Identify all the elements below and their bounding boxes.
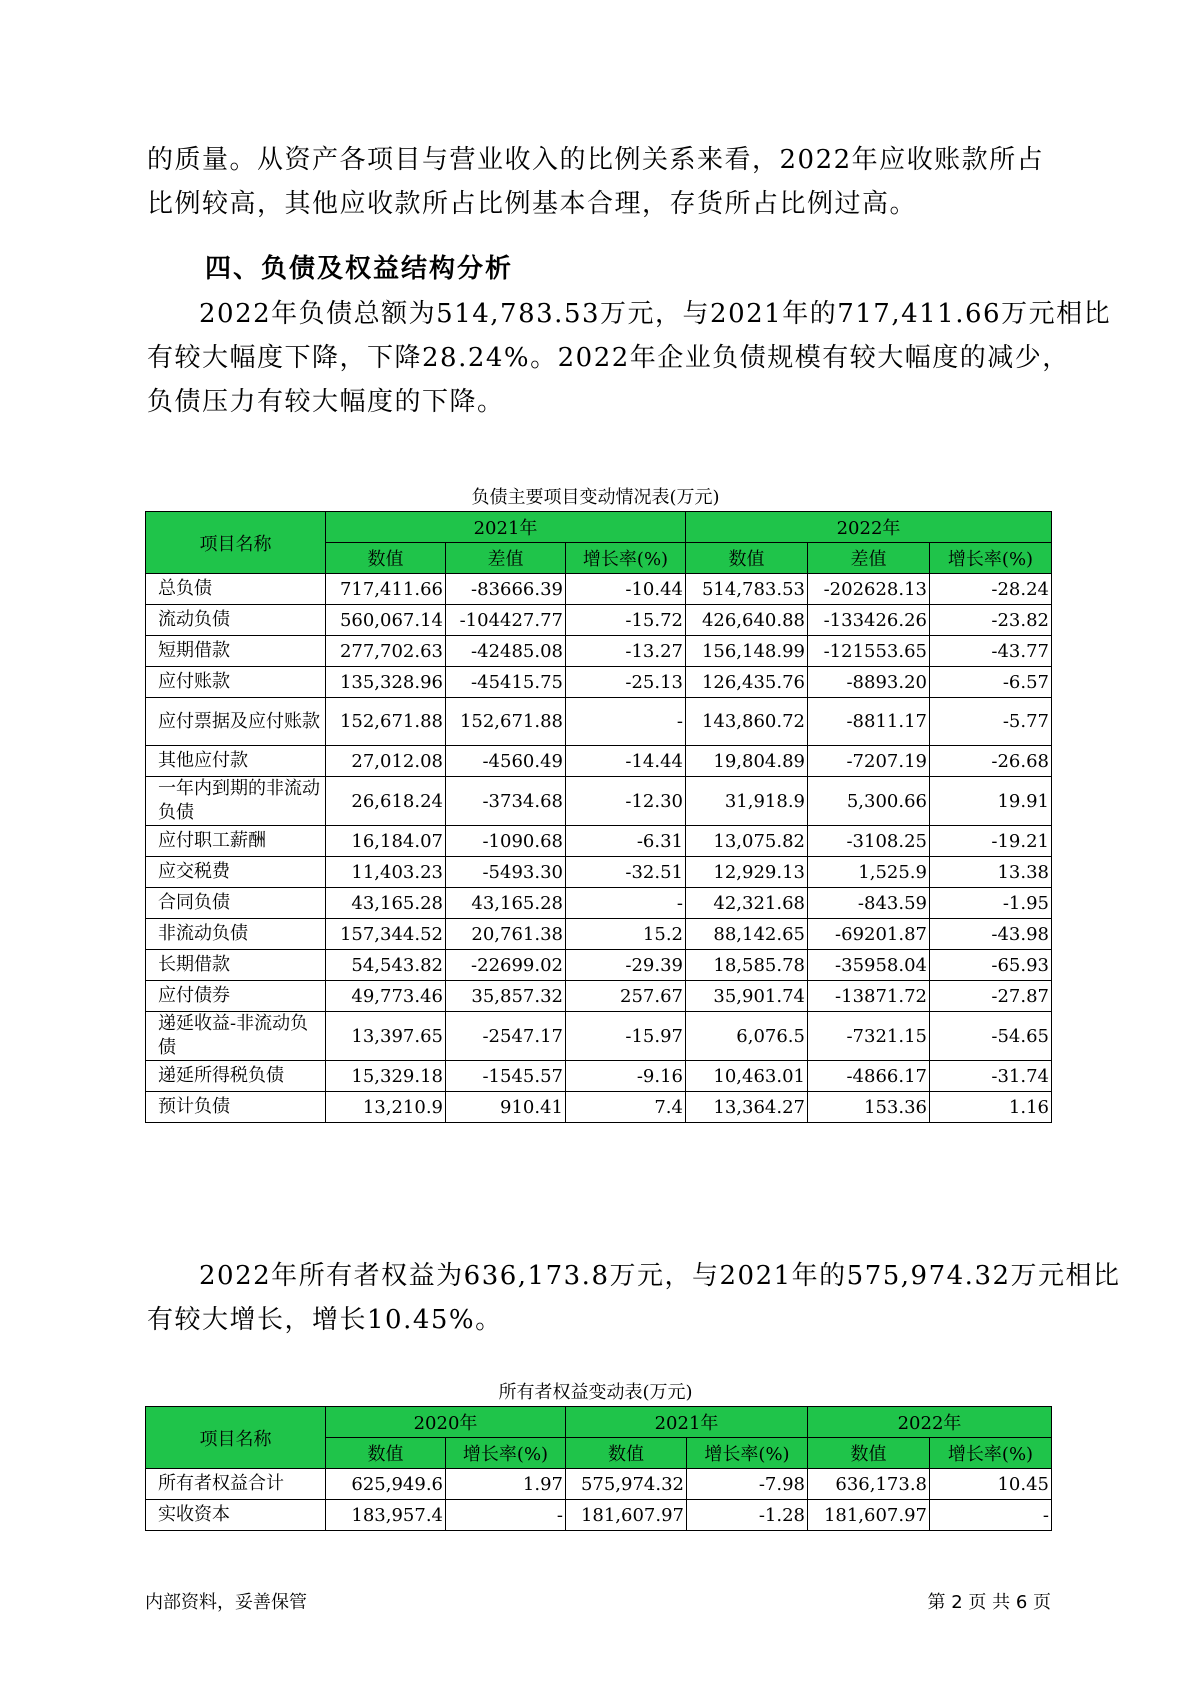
- debt-cell-v2022: 12,929.13: [686, 857, 808, 888]
- debt-cell-d2022: 5,300.66: [808, 777, 930, 826]
- debt-row-name: 应付账款: [146, 667, 326, 698]
- equity-sub-header-growth-2021: 增长率(%): [687, 1438, 808, 1469]
- debt-table-row: [146, 981, 1052, 1012]
- debt-cell-d2021: -3734.68: [446, 777, 566, 826]
- debt-cell-d2022: -3108.25: [808, 826, 930, 857]
- equity-cell-v2020: 183,957.4: [326, 1500, 446, 1531]
- debt-table-row: [146, 1061, 1052, 1092]
- debt-cell-g2022: -23.82: [930, 605, 1052, 636]
- debt-cell-v2021: 27,012.08: [326, 746, 446, 777]
- equity-cell-v2022: 181,607.97: [808, 1500, 930, 1531]
- debt-table-row: [146, 777, 1052, 826]
- debt-cell-d2022: 153.36: [808, 1092, 930, 1123]
- debt-year-header-2021: 2021年: [326, 512, 686, 543]
- debt-sub-header-value-2022: 数值: [686, 543, 808, 574]
- debt-cell-v2022: 19,804.89: [686, 746, 808, 777]
- debt-cell-g2021: -12.30: [566, 777, 686, 826]
- debt-cell-d2022: -7207.19: [808, 746, 930, 777]
- debt-sub-header-value-2021: 数值: [326, 543, 446, 574]
- equity-sub-header-growth-2020: 增长率(%): [446, 1438, 566, 1469]
- debt-cell-d2022: -202628.13: [808, 574, 930, 605]
- debt-cell-v2022: 13,075.82: [686, 826, 808, 857]
- debt-cell-v2021: 13,210.9: [326, 1092, 446, 1123]
- debt-row-name: 递延所得税负债: [146, 1061, 326, 1092]
- debt-cell-v2022: 126,435.76: [686, 667, 808, 698]
- debt-table-row: [146, 826, 1052, 857]
- debt-table-row: [146, 919, 1052, 950]
- debt-sub-header-growth-2022: 增长率(%): [930, 543, 1052, 574]
- debt-cell-d2022: -4866.17: [808, 1061, 930, 1092]
- debt-cell-d2021: -22699.02: [446, 950, 566, 981]
- debt-cell-g2022: -6.57: [930, 667, 1052, 698]
- debt-row-name: 总负债: [146, 574, 326, 605]
- equity-cell-g2022: 10.45: [930, 1469, 1052, 1500]
- debt-sub-header-diff-2022: 差值: [808, 543, 930, 574]
- equity-year-header-2020: 2020年: [326, 1407, 566, 1438]
- footer-confidential-note: 内部资料，妥善保管: [145, 1592, 307, 1613]
- debt-cell-v2021: 13,397.65: [326, 1012, 446, 1061]
- debt-cell-g2022: 13.38: [930, 857, 1052, 888]
- debt-cell-v2021: 15,329.18: [326, 1061, 446, 1092]
- debt-cell-g2021: -10.44: [566, 574, 686, 605]
- debt-cell-v2022: 35,901.74: [686, 981, 808, 1012]
- debt-row-name: 应付票据及应付账款: [146, 698, 326, 746]
- debt-cell-v2021: 152,671.88: [326, 698, 446, 746]
- debt-cell-v2022: 156,148.99: [686, 636, 808, 667]
- debt-cell-d2021: -83666.39: [446, 574, 566, 605]
- equity-item-header: 项目名称: [146, 1407, 326, 1469]
- debt-sub-header-growth-2021: 增长率(%): [566, 543, 686, 574]
- debt-table-row: [146, 698, 1052, 746]
- debt-table-caption: 负债主要项目变动情况表(万元): [471, 487, 720, 508]
- intro-paragraph: [147, 138, 1052, 226]
- equity-paragraph: [147, 1254, 1121, 1342]
- debt-cell-v2022: 42,321.68: [686, 888, 808, 919]
- debt-table-row: [146, 605, 1052, 636]
- equity-table-caption: 所有者权益变动表(万元): [498, 1382, 693, 1403]
- debt-table-row: [146, 667, 1052, 698]
- debt-cell-g2021: -: [566, 698, 686, 746]
- debt-cell-g2021: -15.72: [566, 605, 686, 636]
- debt-cell-d2022: -35958.04: [808, 950, 930, 981]
- debt-cell-d2022: 1,525.9: [808, 857, 930, 888]
- debt-cell-d2021: 43,165.28: [446, 888, 566, 919]
- debt-cell-g2021: -15.97: [566, 1012, 686, 1061]
- debt-cell-g2022: -31.74: [930, 1061, 1052, 1092]
- equity-cell-g2020: -: [446, 1500, 566, 1531]
- debt-cell-g2022: -19.21: [930, 826, 1052, 857]
- debt-cell-v2021: 11,403.23: [326, 857, 446, 888]
- debt-cell-d2021: -2547.17: [446, 1012, 566, 1061]
- debt-table: [145, 511, 1052, 1123]
- debt-cell-v2021: 43,165.28: [326, 888, 446, 919]
- debt-cell-g2021: -25.13: [566, 667, 686, 698]
- equity-sub-header-value-2020: 数值: [326, 1438, 446, 1469]
- debt-cell-g2021: -: [566, 888, 686, 919]
- debt-cell-v2022: 31,918.9: [686, 777, 808, 826]
- debt-line-1: 2022年负债总额为514,783.53万元，与2021年的717,411.66万元相比: [199, 299, 1112, 329]
- debt-row-name: 一年内到期的非流动负债: [146, 777, 326, 826]
- equity-cell-g2021: -7.98: [687, 1469, 808, 1500]
- debt-cell-v2021: 717,411.66: [326, 574, 446, 605]
- debt-table-row: [146, 950, 1052, 981]
- debt-cell-v2022: 10,463.01: [686, 1061, 808, 1092]
- debt-cell-v2021: 135,328.96: [326, 667, 446, 698]
- equity-sub-header-value-2022: 数值: [808, 1438, 930, 1469]
- debt-table-body: [146, 574, 1052, 1123]
- debt-row-name: 应交税费: [146, 857, 326, 888]
- debt-cell-v2022: 426,640.88: [686, 605, 808, 636]
- intro-line-1: 的质量。从资产各项目与营业收入的比例关系来看，2022年应收账款所占: [147, 145, 1045, 175]
- debt-cell-g2021: -29.39: [566, 950, 686, 981]
- debt-cell-v2021: 26,618.24: [326, 777, 446, 826]
- debt-cell-d2022: -8811.17: [808, 698, 930, 746]
- debt-cell-v2022: 18,585.78: [686, 950, 808, 981]
- debt-cell-d2021: 20,761.38: [446, 919, 566, 950]
- equity-cell-v2021: 575,974.32: [566, 1469, 687, 1500]
- equity-table-row: [146, 1500, 1052, 1531]
- equity-table-row: [146, 1469, 1052, 1500]
- equity-cell-v2022: 636,173.8: [808, 1469, 930, 1500]
- debt-cell-d2021: -42485.08: [446, 636, 566, 667]
- debt-row-name: 非流动负债: [146, 919, 326, 950]
- debt-cell-g2022: -26.68: [930, 746, 1052, 777]
- equity-cell-v2021: 181,607.97: [566, 1500, 687, 1531]
- debt-cell-d2021: 910.41: [446, 1092, 566, 1123]
- section-heading: 四、负债及权益结构分析: [205, 254, 514, 284]
- debt-cell-d2021: 35,857.32: [446, 981, 566, 1012]
- debt-table-row: [146, 746, 1052, 777]
- debt-paragraph: [147, 292, 1112, 424]
- equity-cell-g2020: 1.97: [446, 1469, 566, 1500]
- debt-cell-d2022: -13871.72: [808, 981, 930, 1012]
- equity-line-2: 有较大增长，增长10.45%。: [147, 1305, 503, 1335]
- debt-cell-d2021: -45415.75: [446, 667, 566, 698]
- debt-cell-d2022: -843.59: [808, 888, 930, 919]
- equity-table-body: [146, 1469, 1052, 1531]
- debt-table-row: [146, 857, 1052, 888]
- debt-table-row: [146, 1092, 1052, 1123]
- footer-page-info: 第 2 页 共 6 页: [927, 1592, 1051, 1613]
- equity-sub-header-growth-2022: 增长率(%): [930, 1438, 1052, 1469]
- debt-table-row: [146, 574, 1052, 605]
- debt-cell-v2021: 157,344.52: [326, 919, 446, 950]
- debt-cell-g2021: 15.2: [566, 919, 686, 950]
- debt-table-row: [146, 888, 1052, 919]
- equity-sub-header-value-2021: 数值: [566, 1438, 687, 1469]
- debt-table-row: [146, 1012, 1052, 1061]
- debt-cell-d2021: -104427.77: [446, 605, 566, 636]
- debt-row-name: 短期借款: [146, 636, 326, 667]
- debt-cell-g2022: -43.77: [930, 636, 1052, 667]
- debt-cell-v2021: 54,543.82: [326, 950, 446, 981]
- debt-cell-g2021: -6.31: [566, 826, 686, 857]
- debt-row-name: 长期借款: [146, 950, 326, 981]
- debt-cell-g2022: -27.87: [930, 981, 1052, 1012]
- equity-row-name: 所有者权益合计: [146, 1469, 326, 1500]
- debt-cell-d2021: -1090.68: [446, 826, 566, 857]
- debt-cell-g2021: -9.16: [566, 1061, 686, 1092]
- debt-cell-v2021: 277,702.63: [326, 636, 446, 667]
- debt-table-row: [146, 636, 1052, 667]
- debt-cell-v2022: 143,860.72: [686, 698, 808, 746]
- debt-cell-d2021: -5493.30: [446, 857, 566, 888]
- debt-cell-g2021: -13.27: [566, 636, 686, 667]
- debt-row-name: 其他应付款: [146, 746, 326, 777]
- debt-cell-g2022: -65.93: [930, 950, 1052, 981]
- equity-line-1: 2022年所有者权益为636,173.8万元，与2021年的575,974.32万元相比: [199, 1261, 1121, 1291]
- debt-cell-v2022: 88,142.65: [686, 919, 808, 950]
- debt-cell-g2021: -32.51: [566, 857, 686, 888]
- debt-cell-g2022: -43.98: [930, 919, 1052, 950]
- debt-cell-g2022: -1.95: [930, 888, 1052, 919]
- debt-cell-v2022: 514,783.53: [686, 574, 808, 605]
- debt-row-name: 预计负债: [146, 1092, 326, 1123]
- debt-row-name: 流动负债: [146, 605, 326, 636]
- debt-cell-d2022: -69201.87: [808, 919, 930, 950]
- debt-cell-g2021: 7.4: [566, 1092, 686, 1123]
- debt-cell-d2022: -8893.20: [808, 667, 930, 698]
- debt-cell-v2021: 560,067.14: [326, 605, 446, 636]
- equity-year-header-2021: 2021年: [566, 1407, 808, 1438]
- debt-cell-g2022: -54.65: [930, 1012, 1052, 1061]
- equity-cell-g2021: -1.28: [687, 1500, 808, 1531]
- debt-line-2: 有较大幅度下降，下降28.24%。2022年企业负债规模有较大幅度的减少，: [147, 343, 1070, 373]
- debt-cell-g2021: -14.44: [566, 746, 686, 777]
- intro-line-2: 比例较高，其他应收款所占比例基本合理，存货所占比例过高。: [147, 189, 918, 219]
- equity-year-header-2022: 2022年: [808, 1407, 1052, 1438]
- debt-item-header: 项目名称: [146, 512, 326, 574]
- debt-cell-g2022: -28.24: [930, 574, 1052, 605]
- equity-table: [145, 1406, 1052, 1531]
- debt-cell-v2021: 49,773.46: [326, 981, 446, 1012]
- debt-cell-d2021: -1545.57: [446, 1061, 566, 1092]
- debt-cell-d2022: -121553.65: [808, 636, 930, 667]
- debt-cell-v2021: 16,184.07: [326, 826, 446, 857]
- debt-row-name: 应付职工薪酬: [146, 826, 326, 857]
- equity-cell-g2022: -: [930, 1500, 1052, 1531]
- debt-row-name: 应付债券: [146, 981, 326, 1012]
- debt-cell-d2022: -133426.26: [808, 605, 930, 636]
- debt-cell-d2021: 152,671.88: [446, 698, 566, 746]
- debt-cell-g2022: 1.16: [930, 1092, 1052, 1123]
- equity-row-name: 实收资本: [146, 1500, 326, 1531]
- debt-cell-d2021: -4560.49: [446, 746, 566, 777]
- debt-cell-g2021: 257.67: [566, 981, 686, 1012]
- debt-line-3: 负债压力有较大幅度的下降。: [147, 387, 505, 417]
- debt-sub-header-diff-2021: 差值: [446, 543, 566, 574]
- debt-cell-v2022: 13,364.27: [686, 1092, 808, 1123]
- debt-cell-g2022: 19.91: [930, 777, 1052, 826]
- debt-cell-v2022: 6,076.5: [686, 1012, 808, 1061]
- debt-row-name: 合同负债: [146, 888, 326, 919]
- debt-cell-g2022: -5.77: [930, 698, 1052, 746]
- debt-cell-d2022: -7321.15: [808, 1012, 930, 1061]
- debt-row-name: 递延收益-非流动负债: [146, 1012, 326, 1061]
- debt-year-header-2022: 2022年: [686, 512, 1052, 543]
- equity-cell-v2020: 625,949.6: [326, 1469, 446, 1500]
